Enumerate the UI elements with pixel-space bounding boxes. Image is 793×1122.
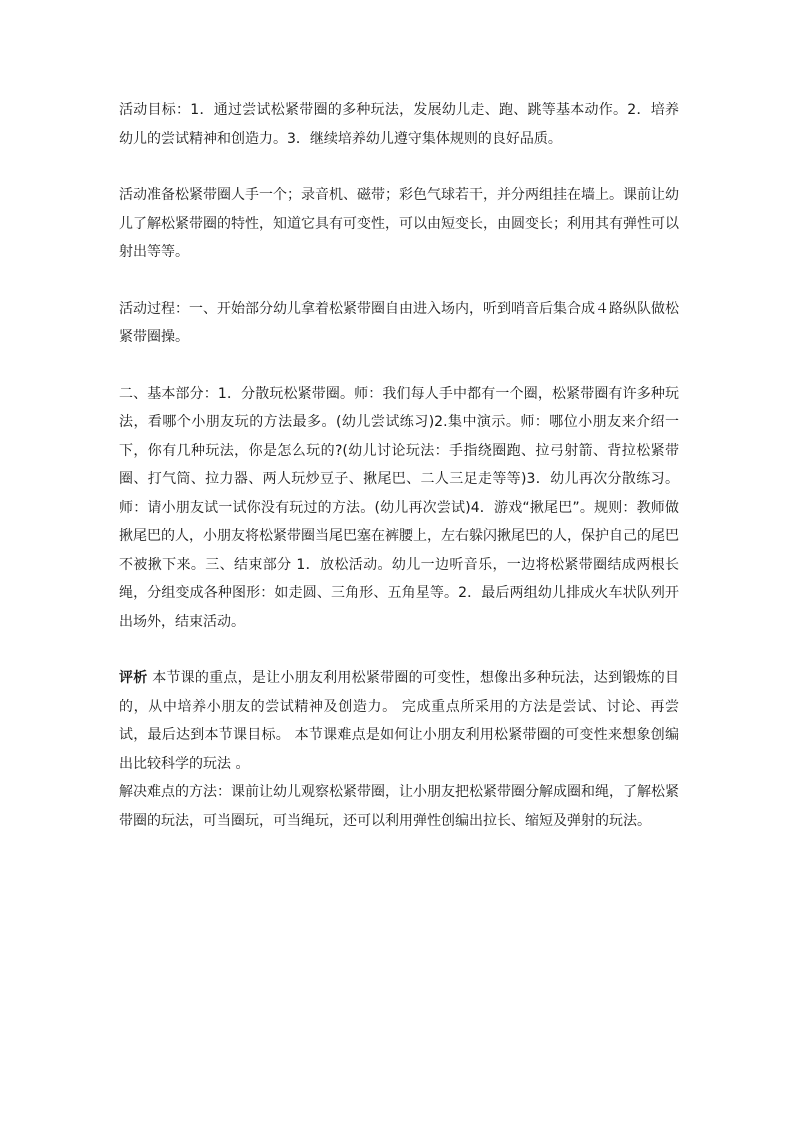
paragraph-evaluation (119, 664, 679, 778)
evaluation-text: 本节课的重点，是让小朋友利用松紧带圈的可变性，想像出多种玩法，达到锻炼的目的，从中培养小朋友的尝试精神及创造力。 完成重点所采用的方法是尝试、讨论、再尝试，最后达到本节课目标。 本节课难点是如何让小朋友利用松紧带圈的可变性来想象创编出比较科学的玩法 。 (119, 670, 680, 772)
paragraph-solution: 解决难点的方法：课前让幼儿观察松紧带圈，让小朋友把松紧带圈分解成圈和绳，了解松紧带圈的玩法，可当圈玩，可当绳玩，还可以利用弹性创编出拉长、缩短及弹射的玩法。 (119, 784, 679, 829)
paragraph-basic: 二、基本部分：1．分散玩松紧带圈。师：我们每人手中都有一个圈，松紧带圈有许多种玩法，看哪个小朋友玩的方法最多。(幼儿尝试练习)2.集中演示。师：哪位小朋友来介绍一下，你有几种玩法，你是怎么玩的?(幼儿讨论玩法：手指绕圈跑、拉弓射箭、背拉松紧带圈、打气筒、拉力器、两人玩炒豆子、揪尾巴、二人三足走等等)3．幼儿再次分散练习。师：请小朋友试一试你没有玩过的方法。(幼儿再次尝试)4．游戏“揪尾巴”。规则：教师做揪尾巴的人，小朋友将松紧带圈当尾巴塞在裤腰上，左右躲闪揪尾巴的人，保护自己的尾巴不被揪下来。三、结束部分 1．放松活动。幼儿一边听音乐，一边将松紧带圈结成两根长绳，分组变成各种图形：如走圆、三角形、五角星等。2．最后两组幼儿排成火车状队列开出场外，结束活动。 (119, 385, 679, 630)
paragraph-process: 活动过程：一、开始部分幼儿拿着松紧带圈自由进入场内，听到哨音后集合成４路纵队做松紧带圈操。 (119, 300, 679, 345)
evaluation-label: 评析 (119, 670, 148, 686)
paragraph-preparation: 活动准备松紧带圈人手一个；录音机、磁带；彩色气球若干，并分两组挂在墙上。课前让幼儿了解松紧带圈的特性，知道它具有可变性，可以由短变长，由圆变长；利用其有弹性可以射出等等。 (119, 187, 679, 260)
document-body (119, 96, 679, 835)
paragraph-goals: 活动目标：1．通过尝试松紧带圈的多种玩法，发展幼儿走、跑、跳等基本动作。2．培养幼儿的尝试精神和创造力。3．继续培养幼儿遵守集体规则的良好品质。 (119, 102, 679, 147)
